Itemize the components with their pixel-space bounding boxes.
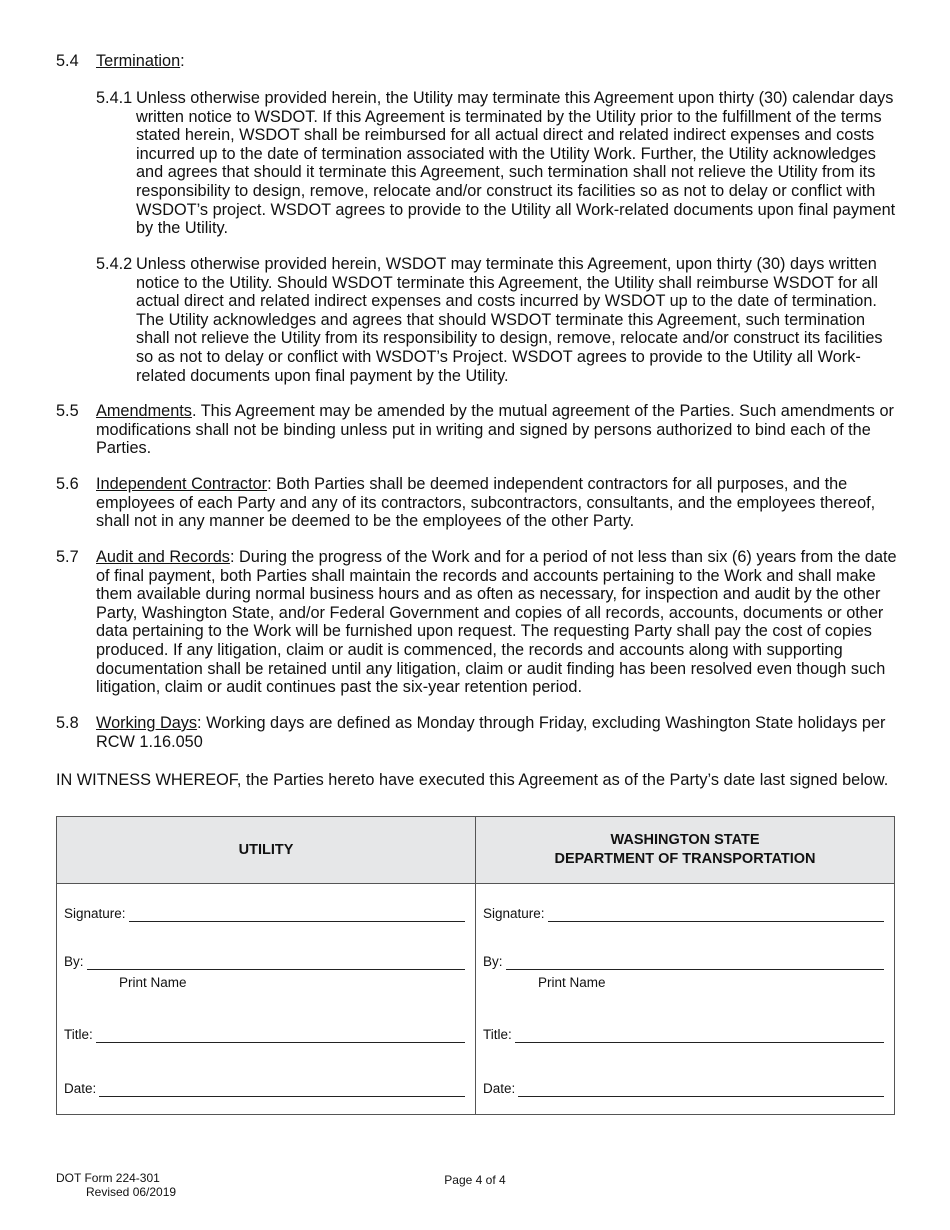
section-number: 5.4.2 bbox=[96, 255, 133, 273]
section-text: Unless otherwise provided herein, WSDOT may terminate this Agreement, upon thirty (30) days written notice to the Utility. Should WSDOT terminate this Agreement, the Utility shall reimburse WSDOT for all actual direct and related indirect expenses and costs incurred by WSDOT up to the date of termination. The Utility acknowledges and agrees that should WSDOT terminate this Agreement, such termination shall not relieve the Utility from its responsibility to design, remove, relocate and/or construct its facilities so as not to delay or conflict with WSDOT’s Project. WSDOT agrees to provide to the Utility all Work-related documents upon final payment by the Utility. bbox=[136, 255, 883, 385]
wsdot-title-field[interactable]: Title: bbox=[483, 1025, 884, 1045]
section-5-8 bbox=[56, 714, 898, 751]
section-text: Unless otherwise provided herein, the Utility may terminate this Agreement upon thirty (30) calendar days written notice to WSDOT. If this Agreement is terminated by the Utility prior to the fulfillment of the terms stated herein, WSDOT shall be reimbursed for all actual direct and related indirect expenses and costs incurred up to the date of termination associated with the Utility Work. Further, the Utility acknowledges and agrees that should it terminate this Agreement, such termination shall not relieve the Utility from its responsibility to design, remove, relocate and/or construct its facilities so as not to delay or conflict with WSDOT’s project. WSDOT agrees to provide to the Utility all Work-related documents upon final payment by the Utility. bbox=[136, 89, 896, 238]
section-number: 5.4.1 bbox=[96, 89, 133, 107]
section-heading: Audit and Records bbox=[96, 548, 230, 566]
utility-date-field[interactable]: Date: bbox=[64, 1079, 465, 1099]
section-5-4: 5.4 Termination: bbox=[56, 52, 185, 70]
wsdot-signature-field[interactable]: Signature: bbox=[483, 904, 884, 924]
section-5-4-1 bbox=[96, 89, 896, 238]
section-heading: Amendments bbox=[96, 402, 192, 420]
section-5-5 bbox=[56, 402, 898, 458]
wsdot-signature-block bbox=[476, 884, 895, 1115]
utility-signature-block bbox=[57, 884, 476, 1115]
section-text: : During the progress of the Work and for a period of not less than six (6) years from the date of final payment, both Parties shall maintain the records and accounts pertaining to the Work and shall make them available during normal business hours and as often as necessary, for inspection and audit by the other Party, Washington State, and/or Federal Government and copies of all records, accounts, documents or other data pertaining to the Work will be furnished upon request. The requesting Party shall pay the cost of copies produced. If any litigation, claim or audit is commenced, the records and accounts along with supporting documentation shall be retained until any litigation, claim or audit finding has been resolved even though such litigation, claim or audit continues past the six-year retention period. bbox=[96, 548, 897, 697]
utility-by-field[interactable]: By: bbox=[64, 952, 465, 972]
utility-header: UTILITY bbox=[57, 817, 476, 884]
section-heading: Termination bbox=[96, 52, 181, 70]
section-number: 5.4 bbox=[56, 52, 79, 70]
section-5-4-2 bbox=[96, 255, 896, 385]
section-number: 5.7 bbox=[56, 548, 79, 566]
section-text: . This Agreement may be amended by the mutual agreement of the Parties. Such amendments or modifications shall not be binding unless put in writing and signed by persons authorized to bind each of the Parties. bbox=[96, 402, 894, 458]
section-heading: Working Days bbox=[96, 714, 198, 732]
utility-signature-field[interactable]: Signature: bbox=[64, 904, 465, 924]
section-number: 5.8 bbox=[56, 714, 79, 732]
revision-date: Revised 06/2019 bbox=[86, 1185, 177, 1199]
section-heading: Independent Contractor bbox=[96, 475, 268, 493]
page-number: Page 4 of 4 bbox=[444, 1173, 506, 1187]
section-number: 5.6 bbox=[56, 475, 79, 493]
form-number: DOT Form 224-301 bbox=[56, 1171, 160, 1185]
section-5-7 bbox=[56, 548, 898, 697]
section-text: : Working days are defined as Monday through Friday, excluding Washington State holidays per RCW 1.16.050 bbox=[96, 714, 886, 751]
section-5-6 bbox=[56, 475, 898, 531]
print-name-label: Print Name bbox=[119, 975, 187, 990]
print-name-label: Print Name bbox=[538, 975, 606, 990]
wsdot-by-field[interactable]: By: bbox=[483, 952, 884, 972]
utility-title-field[interactable]: Title: bbox=[64, 1025, 465, 1045]
section-number: 5.5 bbox=[56, 402, 79, 420]
wsdot-date-field[interactable]: Date: bbox=[483, 1079, 884, 1099]
signature-table bbox=[56, 816, 895, 1115]
section-text: : Both Parties shall be deemed independent contractors for all purposes, and the employees of each Party and any of its contractors, subcontractors, consultants, and the employees thereof, shall not in any manner be deemed to be the employees of the other Party. bbox=[96, 475, 876, 531]
wsdot-header: WASHINGTON STATE DEPARTMENT OF TRANSPORTATION bbox=[476, 817, 895, 884]
witness-statement: IN WITNESS WHEREOF, the Parties hereto have executed this Agreement as of the Party’s date last signed below. bbox=[56, 771, 889, 789]
